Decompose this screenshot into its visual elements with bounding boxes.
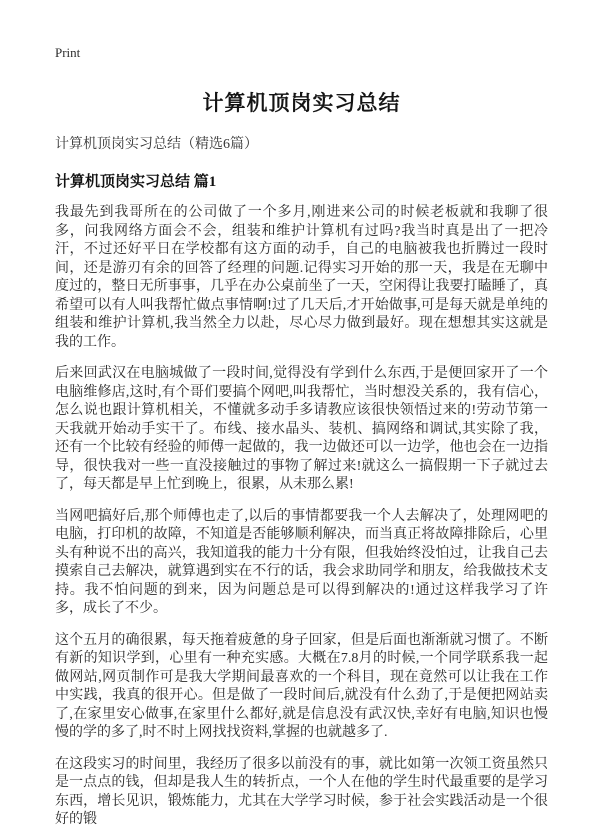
section-heading: 计算机顶岗实习总结 篇1 (55, 174, 217, 190)
doc-subtitle: 计算机顶岗实习总结（精选6篇） (55, 137, 258, 152)
paragraph-2: 后来回武汉在电脑城做了一段时间,觉得没有学到什么东西,于是便回家开了一个电脑维修店,这时,有个哥们要搞个网吧,叫我帮忙，当时想没关系的，我有信心，怎么说也跟计算机相关，不懂就多动手多请教应该很快领悟过来的!劳动节第一天我就开始动手实干了。布线、接水晶头、装机、搞网络和调试,其实除了我，还有一个比较有经验的师傅一起做的，我一边做还可以一边学，他也会在一边指导，很快我对一些一直没接触过的事物了解过来!就这么一搞假期一下子就过去了，每天都是早上忙到晚上，很累，从未那么累! (55, 366, 548, 492)
paragraph-3: 当网吧搞好后,那个师傅也走了,以后的事情都要我一个人去解决了，处理网吧的电脑，打印机的故障，不知道是否能够顺利解决，而当真正将故障排除后，心里头有种说不出的高兴，我知道我的能力十分有限，但我始终没怕过，让我自己去摸索自己去解决，就算遇到实在不行的话，我会求助同学和朋友，给我做技术支持。我不怕问题的到来，因为问题总是可以得到解决的!通过这样我学习了许多，成长了不少。 (55, 508, 548, 616)
print-link[interactable]: Print (55, 45, 81, 60)
page-title: 计算机顶岗实习总结 (202, 91, 401, 115)
paragraph-5: 在这段实习的时间里，我经历了很多以前没有的事，就比如第一次领工资虽然只是一点点的钱，但却是我人生的转折点，一个人在他的学生时代最重要的是学习东西，增长见识，锻炼能力，尤其在大学学习时候，参于社会实践活动是一个很好的锻 (55, 756, 548, 827)
paragraph-4: 这个五月的确很累，每天拖着疲惫的身子回家，但是后面也渐渐就习惯了。不断有新的知识学到，心里有一种充实感。大概在7.8月的时候,一个同学联系我一起做网站,网页制作可是我大学期间最喜欢的一个科目，现在竟然可以让我在工作中实践，我真的很开心。但是做了一段时间后,就没有什么劲了,于是便把网站卖了,在家里安心做事,在家里什么都好,就是信息没有武汉快,幸好有电脑,知识也慢慢的学的多了,时不时上网找找资料,掌握的也就越多了. (55, 632, 548, 740)
paragraph-1: 我最先到我哥所在的公司做了一个多月,刚进来公司的时候老板就和我聊了很多，问我网络方面会不会，组装和维护计算机有过吗?我当时真是出了一把冷汗，不过还好平日在学校都有这方面的动手，自己的电脑被我也折腾过一段时间，还是游刃有余的回答了经理的问题.记得实习开始的那一天，我是在无聊中度过的，整日无所事事，几乎在办公桌前坐了一天，空闲得让我要打瞌睡了，真希望可以有人叫我帮忙做点事情啊!过了几天后,才开始做事,可是每天就是单纯的组装和维护计算机,我当然全力以赴，尽心尽力做到最好。现在想想其实这就是我的工作。 (55, 205, 548, 350)
